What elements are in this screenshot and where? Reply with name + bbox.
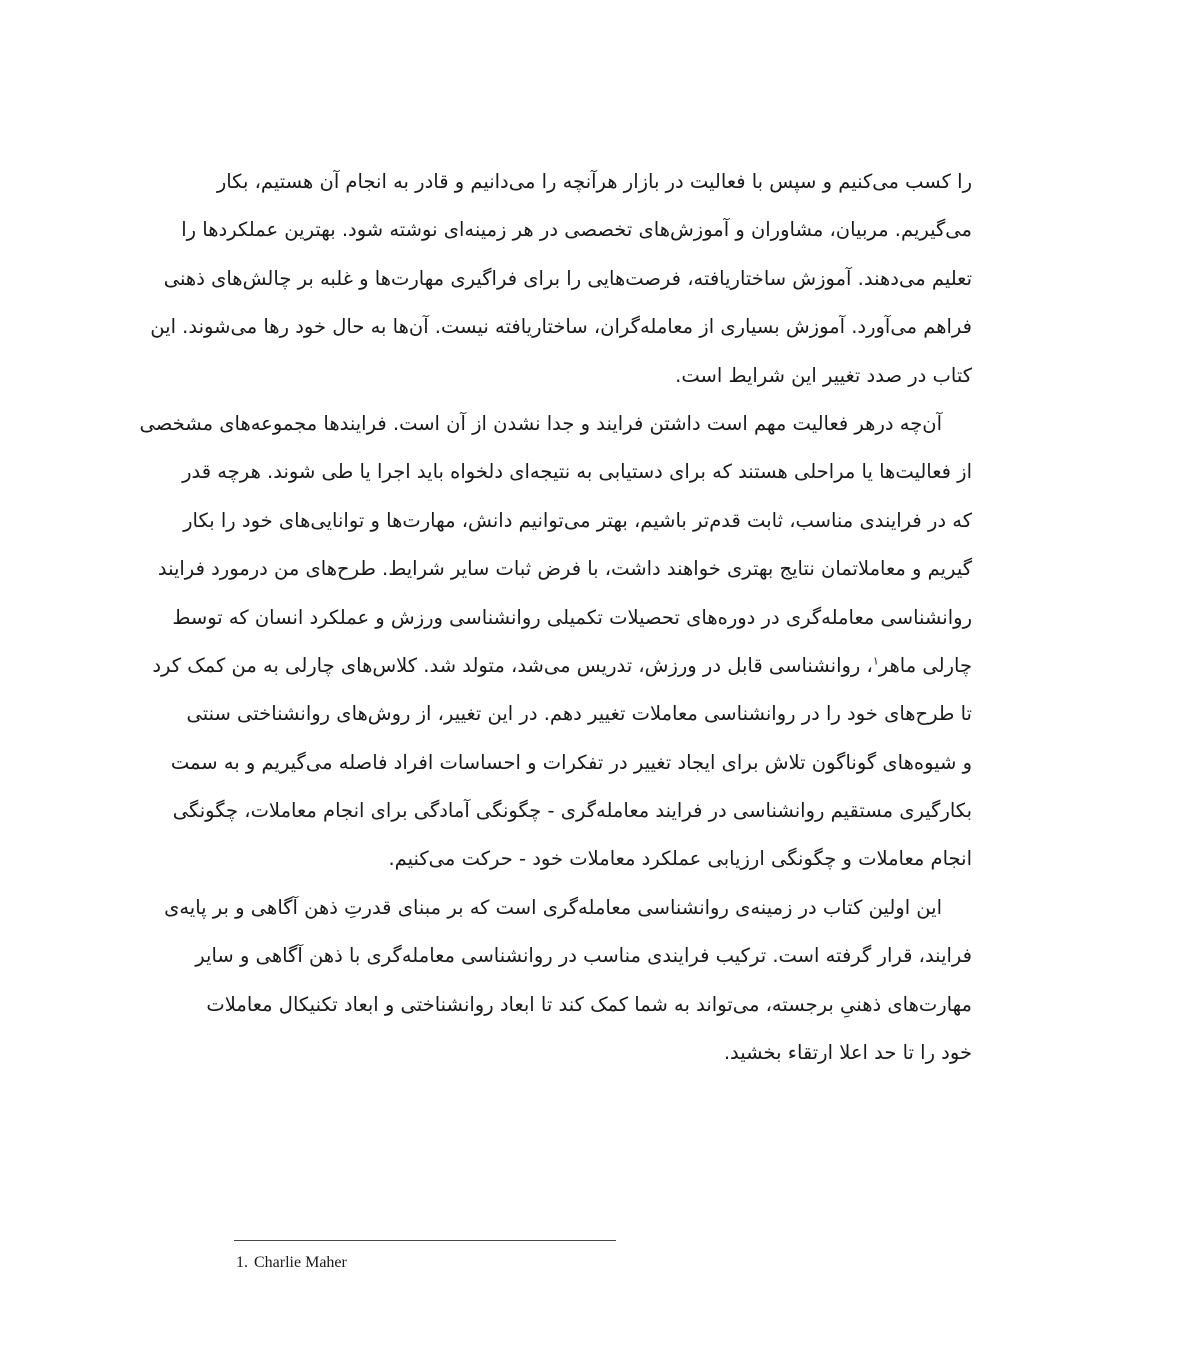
text-line: را کسب می‌کنیم و سپس با فعالیت در بازار هرآنچه را می‌دانیم و قادر به انجام آن هستیم، بکار bbox=[216, 170, 972, 193]
footnote-marker[interactable]: ۱ bbox=[872, 654, 879, 668]
text-line: فرایند، قرار گرفته است. ترکیب فرایندی مناسب در روانشناسی معامله‌گری با ذهن آگاهی و سایر bbox=[195, 944, 972, 968]
body-text bbox=[139, 158, 972, 1077]
text-line: مهارت‌های ذهنیِ برجسته، می‌تواند به شما کمک کند تا ابعاد روانشناختی و ابعاد تکنیکال معاملات bbox=[206, 992, 972, 1016]
text-line: انجام معاملات و چگونگی ارزیابی عملکرد معاملات خود - حرکت می‌کنیم. bbox=[388, 847, 972, 871]
text-line: تا طرح‌های خود را در روانشناسی معاملات تغییر دهم. در این تغییر، از روش‌های روانشناختی سنتی bbox=[186, 702, 972, 726]
text-line: روانشناسی معامله‌گری در دوره‌های تحصیلات تکمیلی روانشناسی ورزش و عملکرد انسان که توسط bbox=[172, 605, 972, 629]
text-line: کتاب در صدد تغییر این شرایط است. bbox=[675, 363, 972, 387]
text-line: فراهم می‌آورد. آموزش بسیاری از معامله‌گران، ساختاریافته نیست. آن‌ها به حال خود رها می‌شوند. این bbox=[150, 315, 972, 339]
footnote-line-rest: ، روانشناسی قابل در ورزش، تدریس می‌شد، متولد شد. کلاس‌های چارلی به من کمک کرد bbox=[152, 653, 873, 677]
text-line: بکارگیری مستقیم روانشناسی در فرایند معامله‌گری - چگونگی آمادگی برای انجام معاملات، چگونگی bbox=[172, 799, 972, 823]
footnote-text: Charlie Maher bbox=[254, 1254, 347, 1271]
text-line: خود را تا حد اعلا ارتقاء بخشید. bbox=[723, 1041, 972, 1065]
text-line-with-footnote bbox=[152, 642, 972, 690]
footnote bbox=[236, 1252, 347, 1274]
text-line: تعلیم می‌دهند. آموزش ساختاریافته، فرصت‌هایی را برای فراگیری مهارت‌ها و غلبه بر چالش‌های ذهنی bbox=[163, 266, 972, 290]
text-line: که در فرایندی مناسب، ثابت قدم‌تر باشیم، بهتر می‌توانیم دانش، مهارت‌ها و توانایی‌های خود را بکار bbox=[183, 508, 972, 532]
footnote-number: 1. bbox=[236, 1254, 248, 1271]
text-line: از فعالیت‌ها یا مراحلی هستند که برای دستیابی به نتیجه‌ای دلخواه باید اجرا یا طی شوند. هرچه قدر bbox=[182, 460, 972, 484]
text-line: آن‌چه درهر فعالیت مهم است داشتن فرایند و جدا نشدن از آن است. فرایندها مجموعه‌های مشخصی bbox=[139, 411, 942, 435]
text-line: و شیوه‌های گوناگون تلاش برای ایجاد تغییر در تفکرات و احساسات افراد فاصله می‌گیریم و به سمت bbox=[170, 750, 972, 774]
text-line: می‌گیریم. مربیان، مشاوران و آموزش‌های تخصصی در هر زمینه‌ای نوشته شود. بهترین عملکردها را bbox=[181, 218, 972, 242]
footnote-anchor-text: چارلی ماهر bbox=[878, 653, 972, 677]
text-line: این اولین کتاب در زمینه‌ی روانشناسی معامله‌گری است که بر مبنای قدرتِ ذهن آگاهی و بر پایه‌ی bbox=[164, 895, 942, 919]
footnote-divider bbox=[234, 1240, 616, 1241]
text-line: گیریم و معاملاتمان نتایج بهتری خواهند داشت، با فرض ثبات سایر شرایط. طرح‌های من درمورد فرایند bbox=[157, 557, 972, 581]
